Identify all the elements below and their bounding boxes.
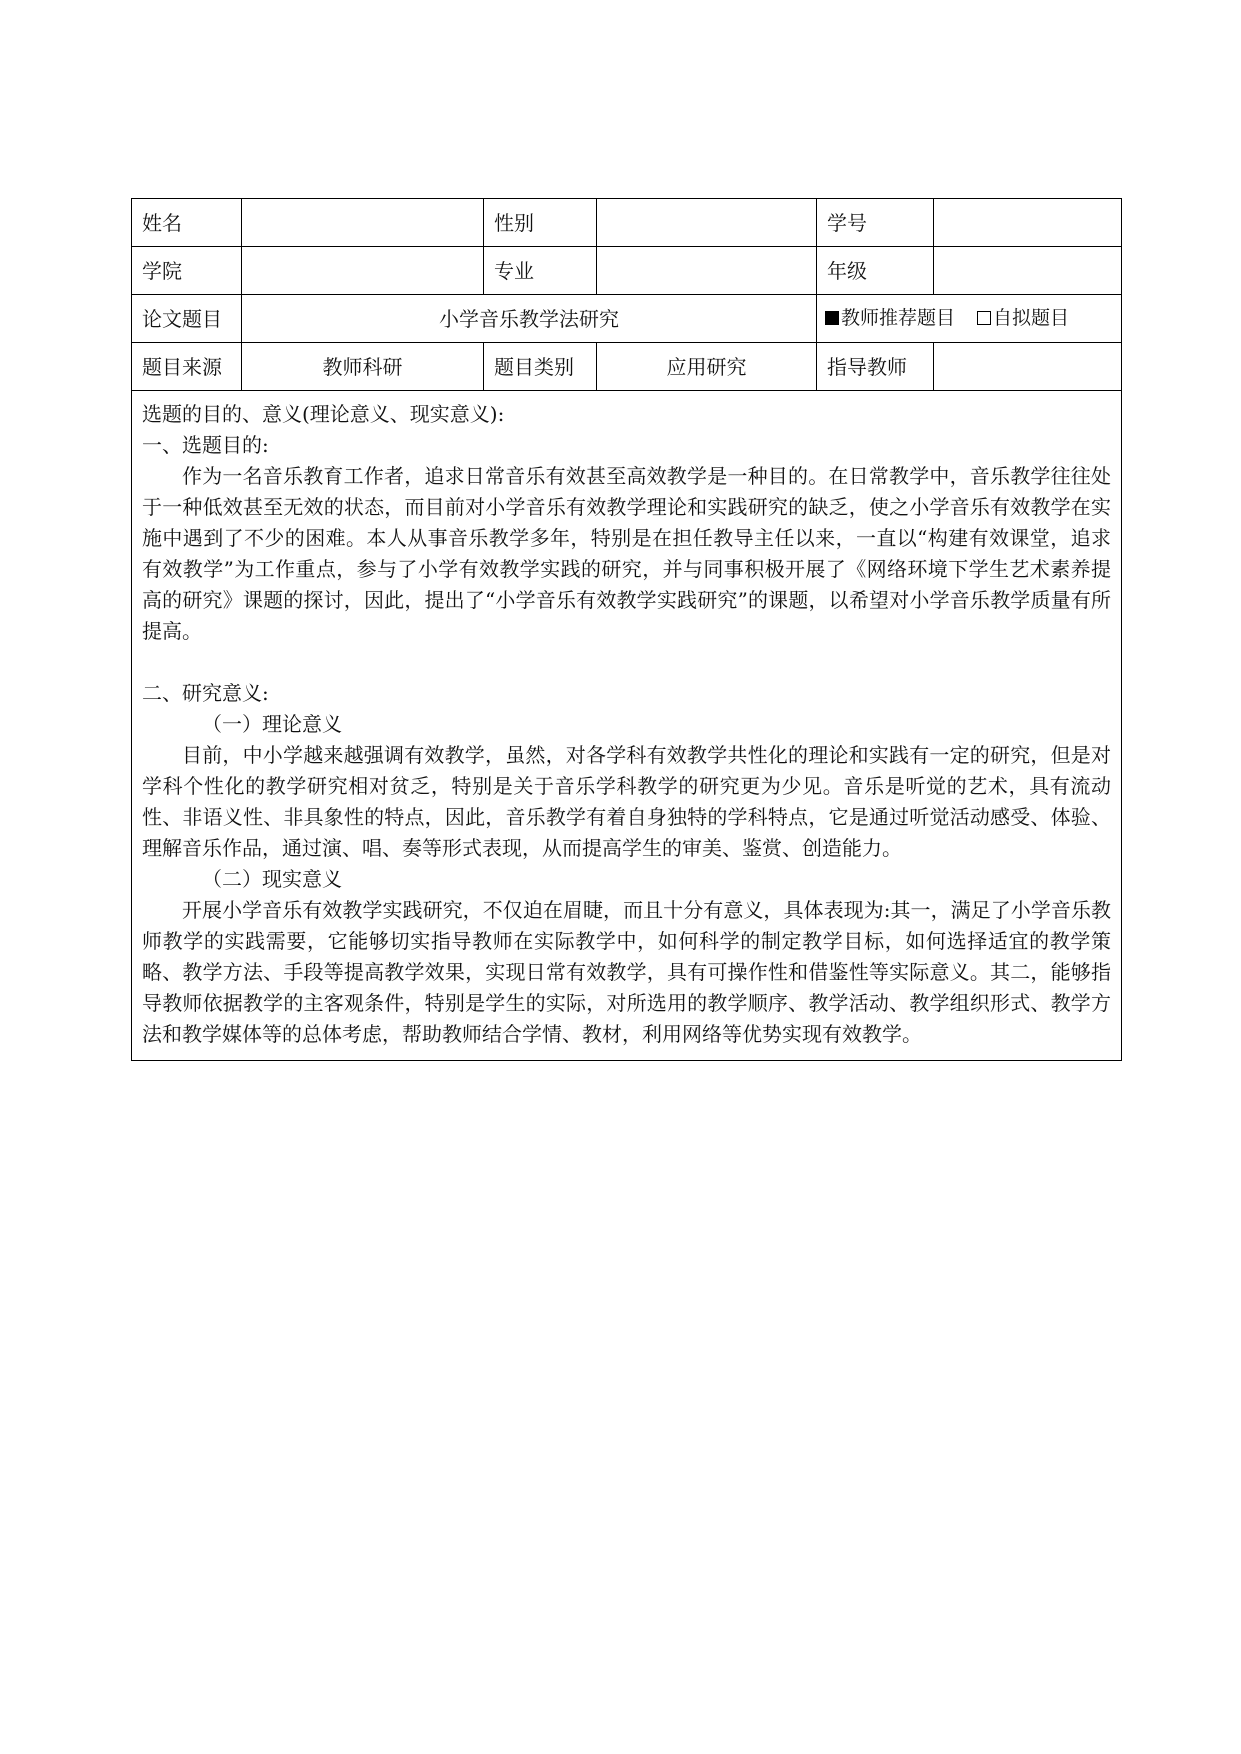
option-self-proposed-label: 自拟题目 — [993, 307, 1070, 330]
unchecked-box-icon[interactable] — [977, 311, 991, 325]
advisor-label: 指导教师 — [817, 343, 934, 391]
thesis-proposal-form — [131, 198, 1122, 1061]
gender-value[interactable] — [597, 199, 817, 247]
section-significance-title: 二、研究意义: — [142, 681, 269, 705]
college-label: 学院 — [132, 247, 242, 295]
section-purpose-title: 一、选题目的: — [142, 433, 269, 457]
form-row-academic — [132, 247, 1122, 295]
form-row-source — [132, 343, 1122, 391]
grade-label: 年级 — [817, 247, 934, 295]
form-row-personal — [132, 199, 1122, 247]
thesis-title-label: 论文题目 — [132, 295, 242, 343]
checked-box-icon[interactable] — [825, 311, 839, 325]
student-id-value[interactable] — [934, 199, 1122, 247]
form-row-title — [132, 295, 1122, 343]
theoretical-significance-title: （一）理论意义 — [202, 712, 342, 736]
section-purpose-paragraph: 作为一名音乐教育工作者，追求日常音乐有效甚至高效教学是一种目的。在日常教学中，音乐教学往往处于一种低效甚至无效的状态，而目前对小学音乐有效教学理论和实践研究的缺乏，使之小学音乐有效教学在实施中遇到了不少的困难。本人从事音乐教学多年，特别是在担任教导主任以来，一直以“构建有效课堂，追求有效教学”为工作重点，参与了小学有效教学实践的研究，并与同事积极开展了《网络环境下学生艺术素养提高的研究》课题的探讨，因此，提出了“小学音乐有效教学实践研究”的课题，以希望对小学音乐教学质量有所提高。 — [142, 464, 1111, 643]
content-heading: 选题的目的、意义(理论意义、现实意义): — [142, 402, 505, 426]
gender-label: 性别 — [484, 199, 597, 247]
option-teacher-recommended[interactable] — [825, 307, 955, 330]
college-value[interactable] — [242, 247, 484, 295]
topic-type-options — [817, 295, 1122, 343]
major-value[interactable] — [597, 247, 817, 295]
purpose-significance-cell[interactable] — [132, 391, 1122, 1061]
option-self-proposed[interactable] — [977, 307, 1069, 330]
option-teacher-recommended-label: 教师推荐题目 — [841, 307, 956, 330]
thesis-title-value[interactable]: 小学音乐教学法研究 — [242, 295, 817, 343]
student-id-label: 学号 — [817, 199, 934, 247]
practical-significance-title: （二）现实意义 — [202, 867, 342, 891]
practical-significance-paragraph: 开展小学音乐有效教学实践研究，不仅迫在眉睫，而且十分有意义，具体表现为:其一，满足了小学音乐教师教学的实践需要，它能够切实指导教师在实际教学中，如何科学的制定教学目标，如何选择适宜的教学策略、教学方法、手段等提高教学效果，实现日常有效教学，具有可操作性和借鉴性等实际意义。其二，能够指导教师依据教学的主客观条件，特别是学生的实际，对所选用的教学顺序、教学活动、教学组织形式、教学方法和教学媒体等的总体考虑，帮助教师结合学情、教材，利用网络等优势实现有效教学。 — [142, 898, 1111, 1046]
name-label: 姓名 — [132, 199, 242, 247]
theoretical-significance-paragraph: 目前，中小学越来越强调有效教学，虽然，对各学科有效教学共性化的理论和实践有一定的研究，但是对学科个性化的教学研究相对贫乏，特别是关于音乐学科教学的研究更为少见。音乐是听觉的艺术，具有流动性、非语义性、非具象性的特点，因此，音乐教学有着自身独特的学科特点，它是通过听觉活动感受、体验、理解音乐作品，通过演、唱、奏等形式表现，从而提高学生的审美、鉴赏、创造能力。 — [142, 743, 1111, 860]
topic-source-value[interactable]: 教师科研 — [242, 343, 484, 391]
name-value[interactable] — [242, 199, 484, 247]
form-row-content — [132, 391, 1122, 1061]
blank-line — [142, 647, 1111, 678]
grade-value[interactable] — [934, 247, 1122, 295]
advisor-value[interactable] — [934, 343, 1122, 391]
topic-source-label: 题目来源 — [132, 343, 242, 391]
topic-category-value[interactable]: 应用研究 — [597, 343, 817, 391]
major-label: 专业 — [484, 247, 597, 295]
topic-category-label: 题目类别 — [484, 343, 597, 391]
